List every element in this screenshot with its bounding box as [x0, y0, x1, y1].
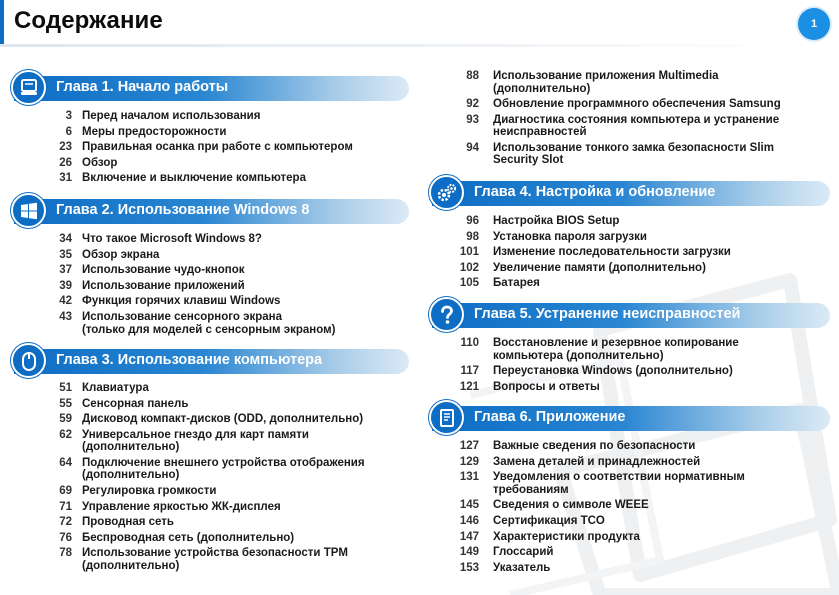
toc-entry[interactable] [48, 126, 408, 139]
toc-entry[interactable] [452, 98, 812, 111]
toc-entry[interactable] [452, 499, 812, 512]
toc-entry[interactable] [452, 277, 812, 290]
toc-entry-text: Что такое Microsoft Windows 8? [82, 233, 262, 245]
toc-page-number: 102 [459, 261, 479, 274]
toc-page-number: 145 [459, 499, 479, 512]
toc-entry[interactable] [48, 264, 408, 277]
page-number-badge: 1 [798, 8, 830, 40]
chapter-1-title: Глава 1. Начало работы [56, 79, 229, 95]
chapter-2-header[interactable] [14, 199, 409, 224]
toc-entry-text-continued: требованиям [493, 483, 569, 496]
toc-page-number: 105 [459, 277, 479, 290]
toc-page-number: 69 [59, 485, 72, 497]
toc-page-number: 93 [466, 113, 479, 126]
toc-entry-text-continued: неисправностей [493, 126, 587, 139]
toc-page-number: 6 [65, 125, 72, 138]
toc-entry-text-continued: (дополнительно) [82, 559, 180, 572]
toc-page-number: 101 [459, 246, 479, 259]
toc-entry[interactable] [452, 337, 812, 363]
toc-entry-text: Функция горячих клавиш Windows [82, 295, 281, 308]
toc-entry-text: Замена деталей и принадлежностей [493, 455, 701, 468]
toc-page-number: 35 [59, 248, 72, 261]
toc-entry[interactable] [452, 70, 812, 96]
toc-page-number: 121 [459, 380, 479, 393]
chapter-6-header[interactable] [432, 406, 830, 431]
toc-entry-text: Регулировка громкости [82, 485, 217, 497]
toc-entry[interactable] [48, 532, 408, 545]
toc-page-number: 88 [466, 70, 479, 82]
toc-page-number: 94 [466, 141, 479, 154]
toc-page-number: 146 [459, 514, 479, 527]
toc-page-number: 26 [59, 156, 72, 169]
toc-entry-text: Меры предосторожности [82, 125, 227, 138]
toc-entry[interactable] [452, 142, 812, 168]
toc-entry-text-continued: компьютера (дополнительно) [493, 349, 664, 362]
book-icon [429, 400, 464, 435]
chapter-4-title: Глава 4. Настройка и обновление [474, 184, 716, 200]
toc-entry[interactable] [48, 295, 408, 308]
toc-page-number: 37 [59, 264, 72, 277]
toc-page-number: 98 [466, 230, 479, 243]
toc-entry-text: Правильная осанка при работе с компьютером [82, 141, 353, 154]
toc-page-number: 62 [59, 428, 72, 441]
toc-page-number: 42 [59, 295, 72, 308]
gears-icon [429, 175, 464, 210]
toc-entry-text: Обновление программного обеспечения Samsung [493, 98, 781, 111]
toc-entry-text: Использование тонкого замка безопасности Slim [493, 141, 774, 154]
toc-entry[interactable] [48, 141, 408, 154]
page-title: Содержание [14, 7, 163, 34]
toc-entry[interactable] [452, 515, 812, 528]
toc-entry[interactable] [452, 381, 812, 394]
toc-entry[interactable] [452, 231, 812, 244]
toc-entry-text-continued: (дополнительно) [82, 441, 180, 454]
toc-entry[interactable] [48, 382, 408, 395]
toc-page-number: 149 [459, 546, 479, 559]
toc-entry-text: Сертификация TCO [493, 514, 605, 527]
toc-entry-text: Дисковод компакт-дисков (ODD, дополнительно) [82, 413, 364, 426]
toc-entry-text-continued: Security Slot [493, 154, 564, 167]
chapter-2-title: Глава 2. Использование Windows 8 [56, 202, 310, 218]
toc-entry[interactable] [48, 233, 408, 246]
toc-page-number: 31 [59, 172, 72, 185]
toc-page-number: 147 [459, 530, 479, 543]
toc-entry[interactable] [452, 456, 812, 469]
toc-page-number: 129 [459, 455, 479, 468]
toc-page-number: 110 [460, 337, 479, 349]
toc-entry-text: Использование чудо-кнопок [82, 264, 245, 277]
toc-entry-text: Сенсорная панель [82, 397, 189, 410]
toc-entry-text: Обзор [82, 156, 118, 169]
toc-entry[interactable] [452, 246, 812, 259]
toc-page-number: 64 [59, 456, 72, 469]
toc-entry-text: Увеличение памяти (дополнительно) [493, 261, 706, 274]
toc-entry[interactable] [452, 471, 812, 497]
mouse-icon [11, 343, 46, 378]
toc-page-number: 153 [459, 561, 479, 574]
chapter-3-title: Глава 3. Использование компьютера [56, 352, 323, 368]
toc-entry[interactable] [48, 280, 408, 293]
toc-entry-text: Переустановка Windows (дополнительно) [493, 365, 733, 378]
chapter-4-header[interactable] [432, 181, 830, 206]
toc-entry[interactable] [48, 110, 408, 123]
toc-page-number: 96 [466, 215, 479, 227]
toc-entry[interactable] [48, 547, 408, 573]
toc-entry[interactable] [452, 440, 812, 453]
toc-entry-text: Сведения о символе WEEE [493, 499, 649, 512]
toc-page-number: 55 [59, 397, 72, 410]
toc-entry[interactable] [452, 215, 812, 228]
toc-entry-text: Проводная сеть [82, 516, 174, 529]
toc-entry-text: Подключение внешнего устройства отображения [82, 456, 365, 469]
toc-entry-text: Клавиатура [82, 382, 149, 394]
chapter-3-header[interactable] [14, 349, 409, 374]
toc-entry-text: Использование приложений [82, 279, 245, 292]
toc-entry-text: Изменение последовательности загрузки [493, 246, 731, 259]
chapter-1-header[interactable] [14, 76, 409, 101]
toc-page-number: 43 [59, 311, 72, 323]
toc-page-number: 39 [59, 279, 72, 292]
toc-entry-text: Настройка BIOS Setup [493, 215, 620, 227]
toc-page-number: 117 [460, 365, 479, 378]
toc-entry[interactable] [452, 546, 812, 559]
toc-entry[interactable] [452, 562, 812, 575]
toc-page-number: 59 [59, 413, 72, 426]
chapter-6-title: Глава 6. Приложение [474, 409, 626, 425]
toc-entry-text: Использование приложения Multimedia [493, 70, 719, 82]
toc-entry[interactable] [48, 516, 408, 529]
toc-entry[interactable] [48, 501, 408, 514]
toc-entry-text: Указатель [493, 561, 551, 574]
toc-entry[interactable] [48, 311, 408, 337]
toc-page-number: 78 [59, 547, 72, 560]
toc-entry-text-continued: (только для моделей с сенсорным экраном) [82, 323, 336, 336]
header-accent-bar [0, 0, 4, 46]
toc-entry[interactable] [48, 398, 408, 411]
toc-entry-text-continued: (дополнительно) [82, 469, 180, 482]
toc-entry-text: Использование устройства безопасности TPM [82, 547, 348, 560]
toc-entry-text: Уведомления о соответствии нормативным [493, 471, 745, 484]
toc-entry-text: Глоссарий [493, 546, 554, 559]
toc-entry-text: Восстановление и резервное копирование [493, 337, 739, 349]
toc-entry-text: Перед началом использования [82, 110, 261, 122]
toc-entry-text: Вопросы и ответы [493, 380, 600, 393]
toc-entry-text: Батарея [493, 277, 540, 290]
toc-page-number: 71 [59, 500, 72, 513]
toc-page-number: 23 [59, 141, 72, 154]
toc-entry[interactable] [452, 365, 812, 378]
toc-entry-text: Управление яркостью ЖК-дисплея [82, 500, 281, 513]
toc-page-number: 92 [466, 98, 479, 111]
chapter-5-title: Глава 5. Устранение неисправностей [474, 306, 741, 322]
toc-entry-text: Включение и выключение компьютера [82, 172, 306, 185]
toc-page-number: 3 [65, 110, 72, 122]
toc-page-number: 76 [59, 531, 72, 544]
toc-entry[interactable] [48, 172, 408, 185]
toc-entry[interactable] [48, 429, 408, 455]
toc-entry-text: Универсальное гнездо для карт памяти [82, 428, 309, 441]
toc-entry-text: Диагностика состояния компьютера и устранение [493, 113, 780, 126]
toc-entry[interactable] [48, 413, 408, 426]
laptop-icon [11, 70, 46, 105]
toc-entry[interactable] [48, 157, 408, 170]
toc-entry-text: Использование сенсорного экрана [82, 311, 282, 323]
toc-page-number: 72 [59, 516, 72, 529]
toc-entry[interactable] [48, 485, 408, 498]
toc-page-number: 131 [459, 471, 479, 484]
toc-entry[interactable] [48, 457, 408, 483]
toc-page-number: 34 [59, 233, 72, 245]
toc-entry[interactable] [452, 531, 812, 544]
toc-entry-text: Беспроводная сеть (дополнительно) [82, 531, 295, 544]
toc-entry-text-continued: (дополнительно) [493, 82, 591, 95]
toc-entry[interactable] [452, 114, 812, 140]
question-icon [429, 297, 464, 332]
toc-entry-text: Обзор экрана [82, 248, 160, 261]
toc-entry-text: Установка пароля загрузки [493, 230, 647, 243]
toc-entry[interactable] [452, 262, 812, 275]
header-divider [0, 44, 800, 47]
toc-page-number: 51 [59, 382, 72, 394]
chapter-5-header[interactable] [432, 303, 830, 328]
windows-icon [11, 193, 46, 228]
toc-entry[interactable] [48, 249, 408, 262]
toc-entry-text: Важные сведения по безопасности [493, 440, 696, 452]
toc-page-number: 127 [459, 440, 479, 452]
toc-entry-text: Характеристики продукта [493, 530, 640, 543]
